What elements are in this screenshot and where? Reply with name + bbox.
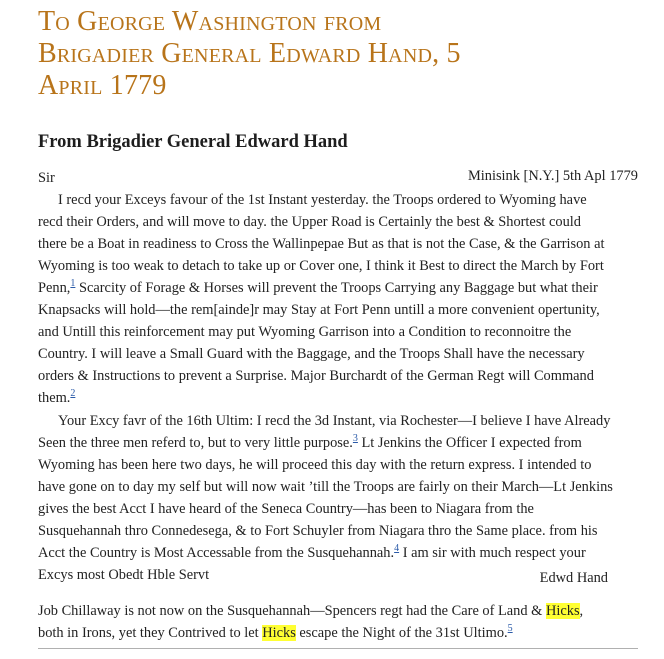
document-title [38, 6, 658, 102]
letter-line: I recd your Exceys favour of the 1st Instant yesterday. the Troops ordered to Wyoming have [58, 192, 587, 208]
highlight-hicks: Hicks [262, 625, 296, 641]
text-segment: Acct the Country is Most Accessable from the Susquehannah. [38, 545, 395, 561]
postscript-line [38, 623, 513, 643]
letter-line: there be a Boat in readiness to Cross the Wallinpepae But as that is not the Case, & the Garrison at [38, 236, 605, 252]
text-segment: Seen the three men referd to, but to very little purpose. [38, 435, 353, 451]
title-line: Brigadier General Edward Hand, 5 [38, 38, 461, 69]
footnote-link-5[interactable]: 5 [507, 623, 513, 635]
text-segment: Scarcity of Forage & Horses will prevent the Troops Carrying any Baggage but what their [75, 280, 598, 296]
dateline: Minisink [N.Y.] 5th Apl 1779 [467, 168, 638, 184]
letter-line: Susquehannah thro Connedesega, & to Fort Schuyler from Niagara thro the Same place. from his [38, 523, 598, 539]
signature: Edwd Hand [539, 570, 608, 586]
text-segment: , [579, 603, 584, 619]
salutation: Sir [38, 170, 55, 186]
letter-line: Knapsacks will hold—the rem[ainde]r may Stay at Fort Penn untill a more convenient opertunity, [38, 302, 600, 318]
letter-line: Your Excy favr of the 16th Ultim: I recd the 3d Instant, via Rochester—I believe I have Already [58, 413, 611, 429]
footnote-link-1[interactable]: 1 [70, 278, 76, 290]
title-line: To George Washington from [38, 6, 382, 37]
letter-line [38, 278, 598, 298]
document-subtitle: From Brigadier General Edward Hand [38, 132, 348, 152]
text-segment: them. [38, 390, 71, 406]
letter-line: Excys most Obedt Hble Servt [38, 567, 210, 583]
letter-line: have gone on to day my self but will now wait ’till the Troops are fairly on their March—Lt Jenkins [38, 479, 613, 495]
letter-line: Wyoming is too weak to detach to take up or Cover one, I think it Best to direct the March by Fort [38, 258, 604, 274]
letter-line: and Untill this reinforcement may put Wyoming Garrison into a Condition to reconnoitre the [38, 324, 572, 340]
letter-line: Wyoming has been here two days, he will proceed this day with the return express. I intended to [38, 457, 592, 473]
text-segment: escape the Night of the 31st Ultimo. [295, 625, 508, 641]
text-segment: I am sir with much respect your [399, 545, 586, 561]
footnote-link-4[interactable]: 4 [394, 543, 400, 555]
text-segment: Job Chillaway is not now on the Susquehannah—Spencers regt had the Care of Land & [38, 603, 546, 619]
text-segment: Penn, [38, 280, 71, 296]
letter-line [38, 433, 582, 453]
footnote-link-2[interactable]: 2 [70, 388, 76, 400]
letter-line [38, 543, 586, 563]
highlight-hicks: Hicks [545, 603, 580, 619]
footnote-link-3[interactable]: 3 [352, 433, 358, 445]
title-line: April 1779 [38, 70, 167, 101]
text-segment: both in Irons, yet they Contrived to let [38, 625, 263, 641]
letter-line: Country. I will leave a Small Guard with the Baggage, and the Troops Shall have the necessary [38, 346, 585, 362]
text-segment: Lt Jenkins the Officer I expected from [357, 435, 582, 451]
letter-line: orders & Instructions to prevent a Surprise. Major Burchardt of the German Regt will Command [38, 368, 594, 384]
letter-line: recd their Orders, and will move to day. the Upper Road is Certainly the best & Shortest could [38, 214, 581, 230]
letter-line [38, 388, 75, 408]
postscript-line [38, 601, 583, 621]
bottom-divider [38, 648, 638, 649]
letter-line: gives the best Acct I have heard of the Seneca Country—has been to Niagara from the [38, 501, 534, 517]
